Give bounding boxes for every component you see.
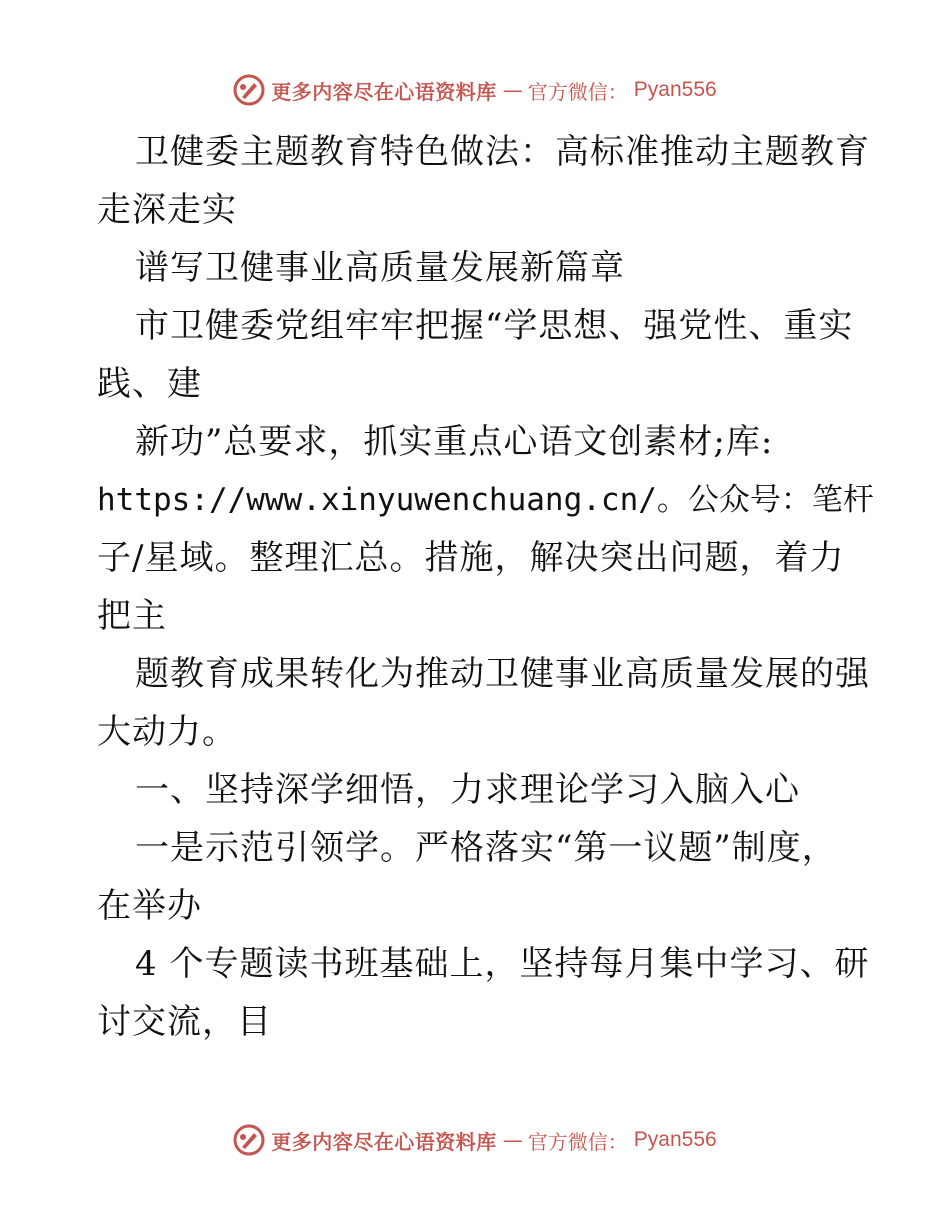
footer-banner	[0, 1120, 950, 1160]
url-line: https://www.xinyuwenchuang.cn/。公众号：笔杆	[97, 482, 874, 518]
paragraph-line: 一是示范引领学。严格落实“第一议题”制度，	[135, 828, 837, 868]
banner-label: 官方微信：	[527, 1129, 628, 1154]
header-banner	[0, 70, 950, 110]
doc-title-line-1: 卫健委主题教育特色做法：高标准推动主题教育	[135, 132, 870, 172]
paragraph-line: 新功”总要求，抓实重点心语文创素材;库:	[135, 422, 774, 462]
banner-dash: —	[502, 78, 522, 102]
paragraph-line: 子/星域。整理汇总。措施，解决突出问题，着力	[97, 538, 845, 578]
paragraph-line: 4 个专题读书班基础上，坚持每月集中学习、研	[135, 944, 870, 984]
banner-dash: —	[502, 1128, 522, 1152]
banner-wechat-id: Pyan556	[633, 1128, 717, 1151]
banner-label: 官方微信：	[527, 79, 628, 104]
quill-logo-icon	[233, 1124, 265, 1156]
paragraph-line: 题教育成果转化为推动卫健事业高质量发展的强	[135, 654, 870, 694]
doc-title-line-2: 走深走实	[97, 190, 237, 230]
paragraph-line: 讨交流，目	[97, 1002, 272, 1042]
banner-title: 更多内容尽在心语资料库	[271, 1129, 497, 1154]
paragraph-line: 把主	[97, 596, 167, 636]
document-body	[97, 123, 874, 1051]
banner-wechat-id: Pyan556	[633, 78, 717, 101]
quill-logo-icon	[233, 74, 265, 106]
paragraph-line: 在举办	[97, 886, 202, 926]
section-heading: 一、坚持深学细悟，力求理论学习入脑入心	[135, 770, 800, 810]
paragraph-line: 践、建	[97, 364, 202, 404]
paragraph-line: 大动力。	[97, 712, 237, 752]
paragraph-line: 市卫健委党组牢牢把握“学思想、强党性、重实	[135, 306, 854, 346]
doc-subtitle: 谱写卫健事业高质量发展新篇章	[135, 248, 625, 288]
banner-title: 更多内容尽在心语资料库	[271, 79, 497, 104]
